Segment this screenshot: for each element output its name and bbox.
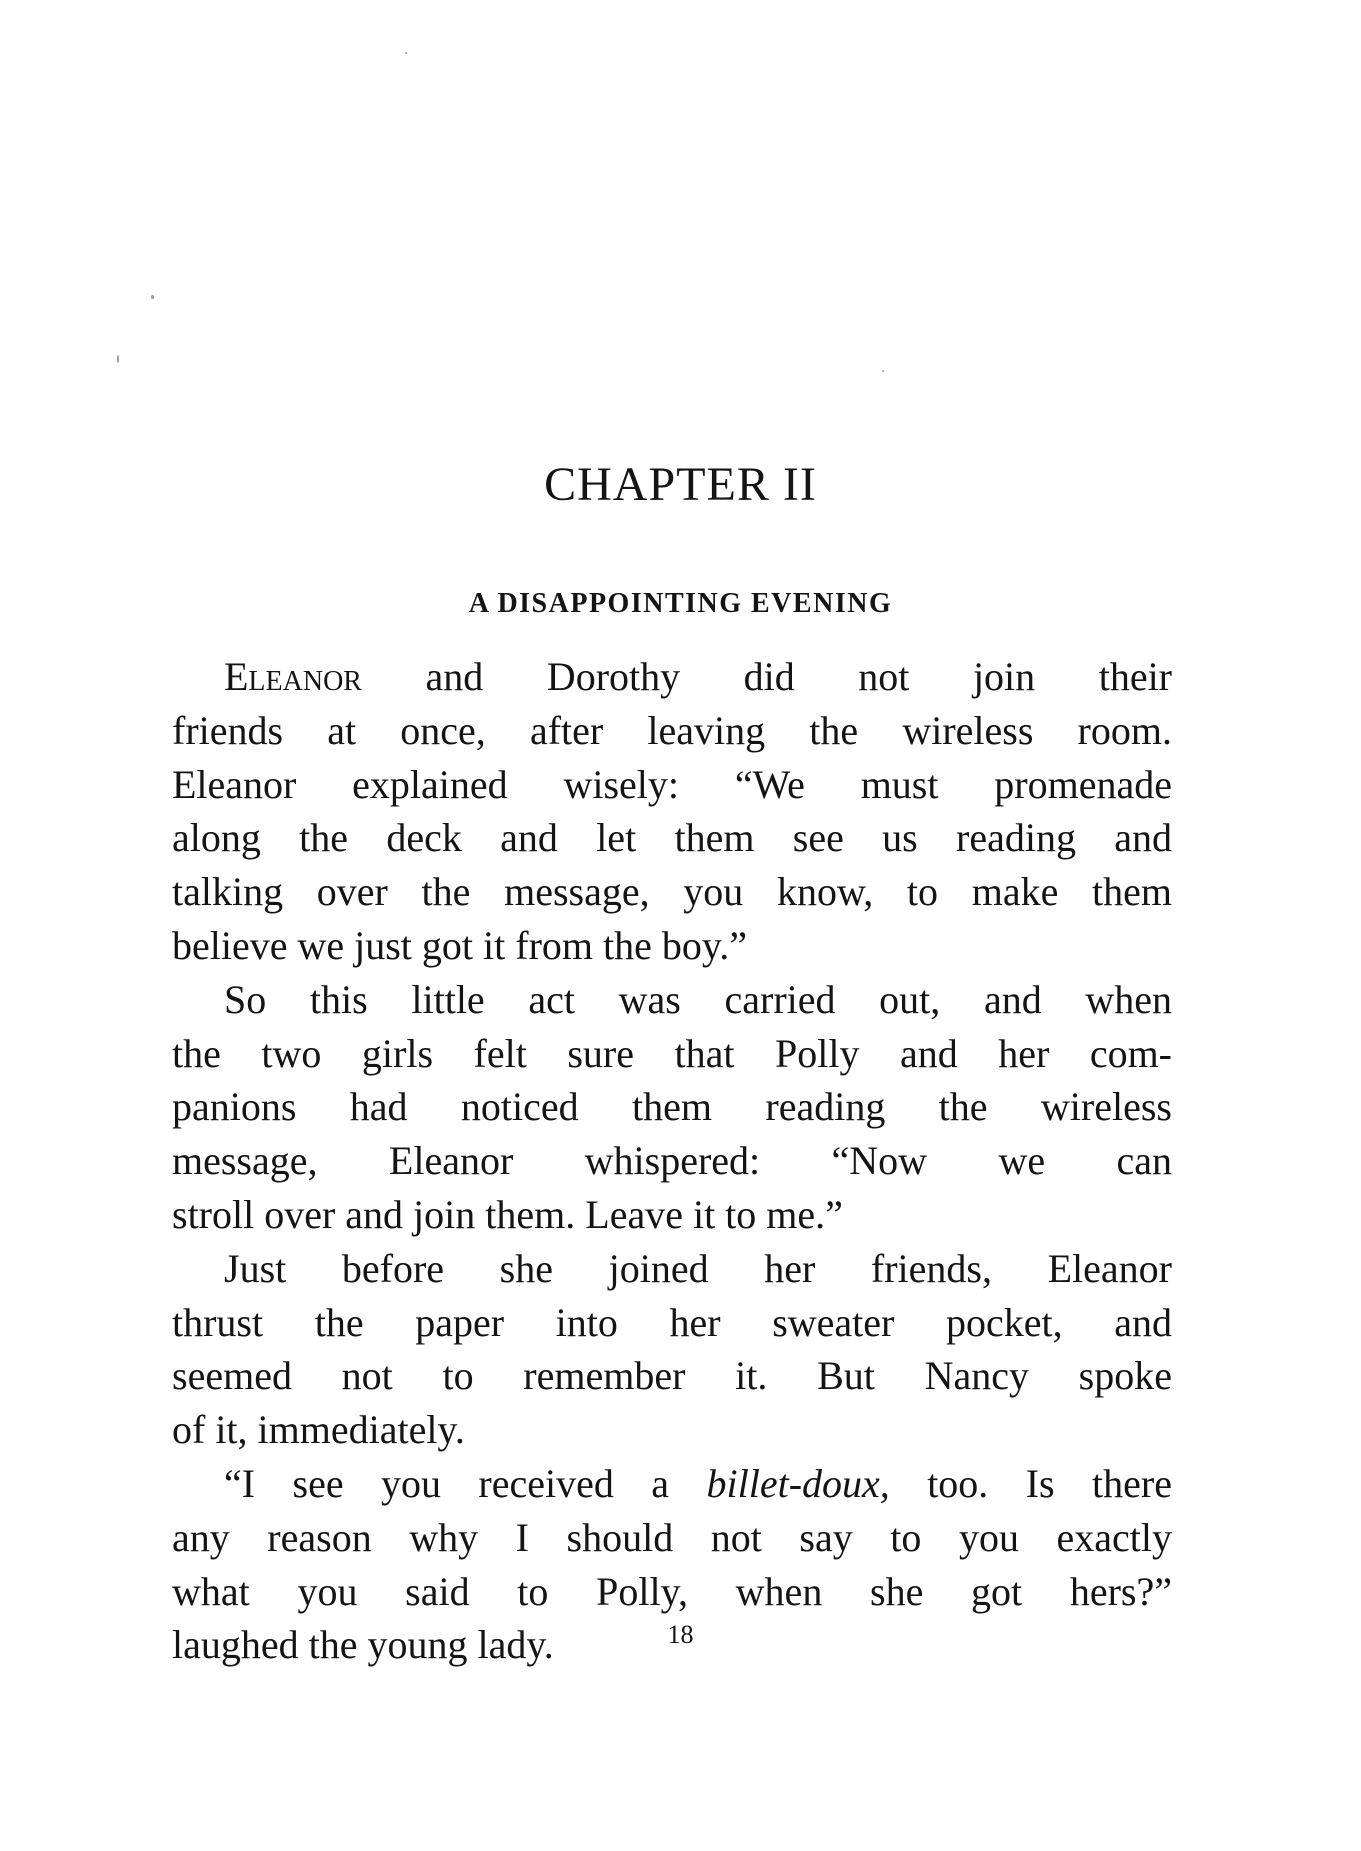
paragraph-line <box>172 650 1172 704</box>
paragraph-line: what you said to Polly, when she got hers?” <box>172 1568 1172 1614</box>
page-number: 18 <box>667 1620 694 1649</box>
drop-word: Eleanor <box>224 654 362 699</box>
paragraph-line: seemed not to remember it. But Nancy spoke <box>172 1353 1172 1399</box>
paragraph-line: friends at once, after leaving the wireless room. <box>172 707 1172 753</box>
paragraph-line: panions had noticed them reading the wireless <box>172 1084 1172 1130</box>
line-text: too. Is there <box>889 1460 1172 1506</box>
paragraph-line: the two girls felt sure that Polly and her com- <box>172 1030 1172 1076</box>
paragraph-line: stroll over and join them. Leave it to me.” <box>172 1191 843 1237</box>
line-text: “I see you received a <box>224 1460 707 1506</box>
scan-speck <box>405 52 407 54</box>
italic-term: billet-doux, <box>706 1460 890 1506</box>
paragraph-line: any reason why I should not say to you exactly <box>172 1514 1172 1560</box>
scan-speck <box>117 355 119 363</box>
chapter-heading: CHAPTER II <box>544 458 817 511</box>
paragraph-line: laughed the young lady. <box>172 1622 554 1668</box>
paragraph-line: of it, immediately. <box>172 1407 465 1453</box>
body-text <box>172 650 1172 1672</box>
paragraph-line <box>172 1457 1172 1511</box>
paragraph-line: So this little act was carried out, and when <box>224 976 1172 1022</box>
scan-speck <box>151 295 154 299</box>
paragraph-line: thrust the paper into her sweater pocket, and <box>172 1299 1172 1345</box>
paragraph-line: along the deck and let them see us reading and <box>172 815 1172 861</box>
paragraph-line: message, Eleanor whispered: “Now we can <box>172 1138 1172 1184</box>
paragraph-line: Eleanor explained wisely: “We must promenade <box>172 761 1172 807</box>
scan-speck <box>882 370 884 372</box>
paragraph-line: talking over the message, you know, to make them <box>172 869 1172 915</box>
paragraph-line: Just before she joined her friends, Eleanor <box>224 1245 1172 1291</box>
paragraph-line: believe we just got it from the boy.” <box>172 922 748 968</box>
chapter-subtitle: A DISAPPOINTING EVENING <box>468 588 893 619</box>
line-text: and Dorothy did not join their <box>361 654 1172 699</box>
